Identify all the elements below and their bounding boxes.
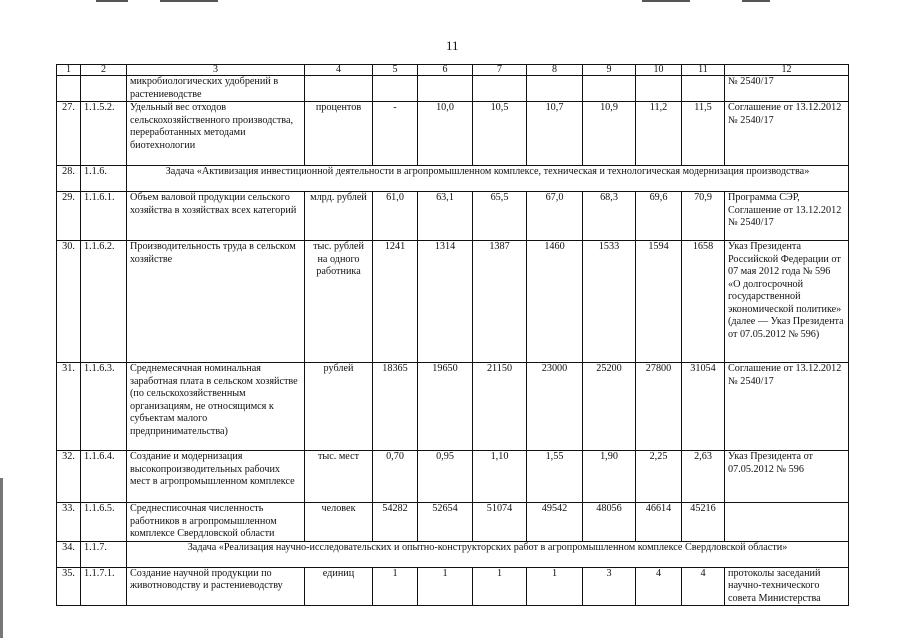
row-code: 1.1.6. [81,166,127,192]
value-cell: 0,95 [418,451,473,503]
column-number: 2 [81,65,127,76]
value-cell: 67,0 [527,192,583,241]
value-cell [473,76,527,102]
table-row [57,76,849,102]
value-cell: 1241 [373,241,418,363]
column-number: 12 [725,65,849,76]
value-cell: 3 [583,567,636,606]
value-cell: 10,5 [473,102,527,166]
row-code: 1.1.6.5. [81,503,127,542]
unit-cell: тыс. мест [305,451,373,503]
task-title: Задача «Активизация инвестиционной деятельности в агропромышленном комплексе, техническая и технологическая модернизация производства» [127,166,849,192]
value-cell: 48056 [583,503,636,542]
indicator-name: Создание и модернизация высокопроизводительных рабочих мест в агропромышленном комплексе [127,451,305,503]
value-cell [636,76,682,102]
table-row [57,241,849,363]
source-cell: протоколы заседаний научно-технического совета Министерства [725,567,849,606]
value-cell: 52654 [418,503,473,542]
table-row [57,567,849,606]
value-cell: 70,9 [682,192,725,241]
unit-cell: процентов [305,102,373,166]
unit-cell: человек [305,503,373,542]
value-cell: 51074 [473,503,527,542]
indicator-name: Объем валовой продукции сельского хозяйства в хозяйствах всех категорий [127,192,305,241]
column-number: 11 [682,65,725,76]
column-number: 5 [373,65,418,76]
unit-cell [305,76,373,102]
row-number: 35. [57,567,81,606]
table-row [57,363,849,451]
column-number: 9 [583,65,636,76]
value-cell: 1 [418,567,473,606]
value-cell: 2,63 [682,451,725,503]
source-cell: Соглашение от 13.12.2012 № 2540/17 [725,363,849,451]
unit-cell: млрд. рублей [305,192,373,241]
value-cell: 1 [373,567,418,606]
value-cell: 10,7 [527,102,583,166]
value-cell: 4 [682,567,725,606]
value-cell: 2,25 [636,451,682,503]
column-number: 3 [127,65,305,76]
task-title: Задача «Реализация научно-исследовательских и опытно-конструкторских работ в агропромышленном комплексе Свердловской области» [127,541,849,567]
value-cell: - [373,102,418,166]
row-number: 34. [57,541,81,567]
value-cell: 1,10 [473,451,527,503]
scan-edge-mark [0,478,3,638]
scan-mark-2 [160,0,218,2]
value-cell [527,76,583,102]
column-number: 1 [57,65,81,76]
value-cell: 25200 [583,363,636,451]
indicator-name: Среднемесячная номинальная заработная плата в сельском хозяйстве (по сельскохозяйственным организациям, не относящимся к субъектам малого предпринимательства) [127,363,305,451]
indicator-name: Среднесписочная численность работников в агропромышленном комплексе Свердловской области [127,503,305,542]
value-cell: 1594 [636,241,682,363]
value-cell: 49542 [527,503,583,542]
column-number: 6 [418,65,473,76]
value-cell: 31054 [682,363,725,451]
value-cell: 1387 [473,241,527,363]
value-cell [583,76,636,102]
value-cell: 1460 [527,241,583,363]
unit-cell: рублей [305,363,373,451]
row-code: 1.1.6.2. [81,241,127,363]
value-cell: 19650 [418,363,473,451]
value-cell: 45216 [682,503,725,542]
value-cell: 1314 [418,241,473,363]
value-cell: 46614 [636,503,682,542]
indicators-table [56,64,849,606]
value-cell: 0,70 [373,451,418,503]
task-row [57,541,849,567]
value-cell [682,76,725,102]
indicator-name: Удельный вес отходов сельскохозяйственного производства, переработанных методами биотехнологии [127,102,305,166]
column-number: 7 [473,65,527,76]
value-cell: 1,55 [527,451,583,503]
row-number: 32. [57,451,81,503]
table-row [57,503,849,542]
column-number: 10 [636,65,682,76]
row-number [57,76,81,102]
value-cell: 1,90 [583,451,636,503]
scan-mark-4 [742,0,770,2]
row-code: 1.1.6.4. [81,451,127,503]
row-code [81,76,127,102]
value-cell: 4 [636,567,682,606]
value-cell [418,76,473,102]
value-cell: 11,2 [636,102,682,166]
source-cell: Соглашение от 13.12.2012 № 2540/17 [725,102,849,166]
value-cell: 61,0 [373,192,418,241]
column-numbers-row [57,65,849,76]
column-number: 8 [527,65,583,76]
value-cell: 18365 [373,363,418,451]
table-body [57,65,849,606]
row-code: 1.1.5.2. [81,102,127,166]
value-cell: 21150 [473,363,527,451]
unit-cell: тыс. рублей на одного работника [305,241,373,363]
value-cell: 54282 [373,503,418,542]
value-cell: 10,0 [418,102,473,166]
row-code: 1.1.6.1. [81,192,127,241]
source-cell: Указ Президента от 07.05.2012 № 596 [725,451,849,503]
value-cell: 68,3 [583,192,636,241]
value-cell: 11,5 [682,102,725,166]
row-code: 1.1.7.1. [81,567,127,606]
table-row [57,451,849,503]
indicator-name: Создание научной продукции по животноводству и растениеводству [127,567,305,606]
scan-mark-3 [642,0,690,2]
row-number: 27. [57,102,81,166]
row-code: 1.1.7. [81,541,127,567]
task-row [57,166,849,192]
table-row [57,192,849,241]
page-number: 11 [446,38,459,53]
value-cell: 1 [473,567,527,606]
column-number: 4 [305,65,373,76]
table-row [57,102,849,166]
value-cell [373,76,418,102]
value-cell: 69,6 [636,192,682,241]
row-number: 29. [57,192,81,241]
row-number: 31. [57,363,81,451]
row-number: 33. [57,503,81,542]
value-cell: 10,9 [583,102,636,166]
source-cell: Программа СЭР, Соглашение от 13.12.2012 № 2540/17 [725,192,849,241]
source-cell: № 2540/17 [725,76,849,102]
value-cell: 1658 [682,241,725,363]
row-number: 30. [57,241,81,363]
value-cell: 65,5 [473,192,527,241]
value-cell: 27800 [636,363,682,451]
row-number: 28. [57,166,81,192]
scan-mark-1 [96,0,128,2]
value-cell: 23000 [527,363,583,451]
unit-cell: единиц [305,567,373,606]
value-cell: 1 [527,567,583,606]
source-cell: Указ Президента Российской Федерации от 07 мая 2012 года № 596 «О долгосрочной государственной экономической политике» (далее — Указ Президента от 07.05.2012 № 596) [725,241,849,363]
value-cell: 63,1 [418,192,473,241]
value-cell: 1533 [583,241,636,363]
indicator-name: микробиологических удобрений в растениеводстве [127,76,305,102]
indicator-name: Производительность труда в сельском хозяйстве [127,241,305,363]
source-cell [725,503,849,542]
row-code: 1.1.6.3. [81,363,127,451]
